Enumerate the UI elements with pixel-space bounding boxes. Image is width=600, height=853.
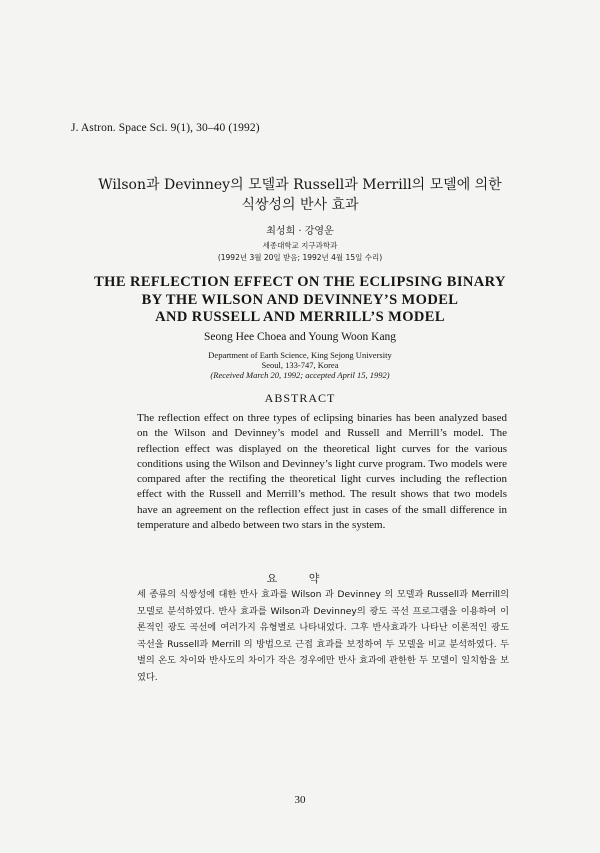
korean-abstract-body — [137, 587, 509, 687]
korean-title — [60, 175, 540, 215]
korean-dates: (1992년 3월 20일 받음; 1992년 4월 15일 수리) — [217, 253, 383, 262]
english-affiliation-address: Seoul, 133-747, Korea — [261, 360, 339, 370]
english-dates: (Received March 20, 1992; accepted April 15, 1992) — [210, 370, 390, 380]
english-title-line2: BY THE WILSON AND DEVINNEY’S MODEL — [141, 291, 459, 308]
abstract-body — [137, 411, 507, 533]
english-title-line1: THE REFLECTION EFFECT ON THE ECLIPSING BINARY — [94, 274, 506, 290]
english-authors: Seong Hee Choea and Young Woon Kang — [203, 331, 397, 343]
english-affiliation-dept: Department of Earth Science, King Sejong University — [208, 350, 392, 360]
korean-affiliation: 세종대학교 지구과학과 — [262, 241, 338, 250]
korean-abstract-heading: 요 약 — [266, 572, 334, 585]
korean-authors: 최성희 · 강영운 — [266, 226, 334, 237]
korean-abstract-text: 세 종류의 식쌍성에 대한 반사 효과를 Wilson 과 Devinney 의 모델과 Russell과 Merrill의 모델로 분석하였다. 반사 효과를 Wilson과 Devinney의 광도 곡선 프로그램을 이용하여 이론적인 광도 곡선에 여러가지 유형별로 나타내었다. 그후 반사효과가 나타난 이론적인 광도 곡선을 Russell과 Merrill 의 방법으로 근접 효과를 보정하여 두 모델을 비교 분석하였다. 두 별의 온도 차이와 반사도의 차이가 작은 경우에만 반사 효과에 관한한 두 모델이 일치함을 보였다. — [137, 589, 509, 683]
korean-title-line2: 식쌍성의 반사 효과 — [241, 197, 359, 213]
english-title-line3: AND RUSSELL AND MERRILL’S MODEL — [155, 309, 445, 325]
english-title — [40, 274, 560, 327]
journal-reference: J. Astron. Space Sci. 9(1), 30–40 (1992) — [71, 122, 260, 134]
abstract-text: The reflection effect on three types of eclipsing binaries has been analyzed based on the Wilson and Devinney’s model and Russell and Merrill’s model. The reflection effect was displayed on the theoretical light curves for the various conditions using the Wilson and Devinney’s light curve program. Two models were compared after the rectifing the theoretical light curves including the reflection effect with the Russell and Merrill’s method. The result shows that two models have an agreement on the reflection effect just in cases of the small difference in temperature and albedo between two stars in the system. — [137, 412, 507, 532]
korean-title-line1: Wilson과 Devinney의 모델과 Russell과 Merrill의 모델에 의한 — [98, 177, 502, 193]
abstract-heading: ABSTRACT — [264, 391, 336, 405]
page-number: 30 — [294, 794, 306, 806]
